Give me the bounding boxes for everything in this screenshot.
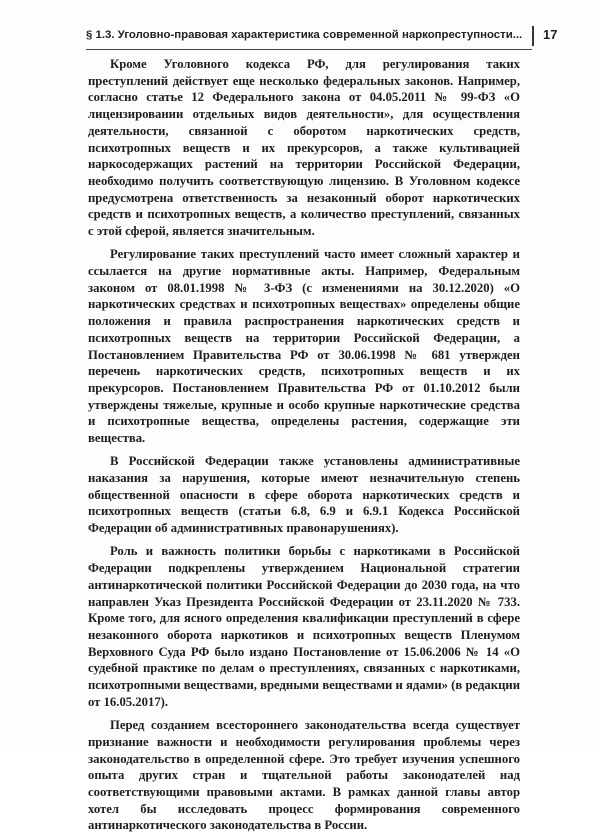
paragraph: Регулирование таких преступлений часто имеет сложный характер и ссылается на другие нормативные акты. Например, Федеральным законом от 08.01.1998 № 3-ФЗ (с изменениями на 30.12.2020) «О наркотических средствах и психотропных веществах» определены общие положения и правила распространения наркотических средств и психотропных веществ на территории Российской Федерации, а Постановлением Правительства РФ от 30.06.1998 № 681 утвержден перечень наркотических средств, психотропных веществ и их прекурсоров. Постановлением Правительства РФ от 01.10.2012 были утверждены тяжелые, крупные и особо крупные наркотические средства и психотропные вещества, определены растения, содержащие эти вещества. [88,247,520,446]
running-header [86,24,558,50]
running-title: § 1.3. Уголовно-правовая характеристика современной наркопреступности... [86,29,523,41]
page-number: 17 [543,27,558,42]
header-divider [532,26,534,46]
paragraph: Роль и важность политики борьбы с наркотиками в Российской Федерации подкреплены утверждением Национальной стратегии антинаркотической политики Российской Федерации до 2030 года, на что направлен Указ Президента Российской Федерации от 23.11.2020 № 733. Кроме того, для ясного определения квалификации преступлений в сфере незаконного оборота наркотиков и психотропных веществ Пленумом Верховного Суда РФ было издано Постановление от 15.06.2006 № 14 «О судебной практике по делам о преступлениях, связанных с наркотиками, психотропными веществами, вредными веществами и ядами» (в редакции от 16.05.2017). [88,544,520,709]
paragraph: Кроме Уголовного кодекса РФ, для регулирования таких преступлений действует еще несколько федеральных законов. Например, согласно статье 12 Федерального закона от 04.05.2011 № 99-ФЗ «О лицензировании отдельных видов деятельности», для осуществления деятельности, связанной с оборотом наркотических средств, психотропных веществ и их прекурсоров, а также культивацией наркосодержащих растений на территории Российской Федерации, необходимо получить соответствующую лицензию. В Уголовном кодексе предусмотрена ответственность за незаконный оборот наркотических средств и психотропных веществ, а количество преступлений, связанных с этой сферой, является значительным. [88,57,520,239]
header-rule [86,49,532,50]
body-text [88,56,520,834]
paragraph: В Российской Федерации также установлены административные наказания за нарушения, которые имеют незначительную степень общественной опасности в сфере оборота наркотических средств и психотропных веществ (статьи 6.8, 6.9 и 6.9.1 Кодекса Российской Федерации об административных правонарушениях). [88,454,520,536]
paragraph: Перед созданием всестороннего законодательства всегда существует признание важности и необходимости регулирования проблемы через законодательство в определенной сфере. Это требует изучения успешного опыта других стран и тщательной работы законодателей над соответствующими правовыми актами. В рамках данной главы автор хотел бы исследовать процесс формирования современного антинаркотического законодательства в России. [88,718,520,833]
